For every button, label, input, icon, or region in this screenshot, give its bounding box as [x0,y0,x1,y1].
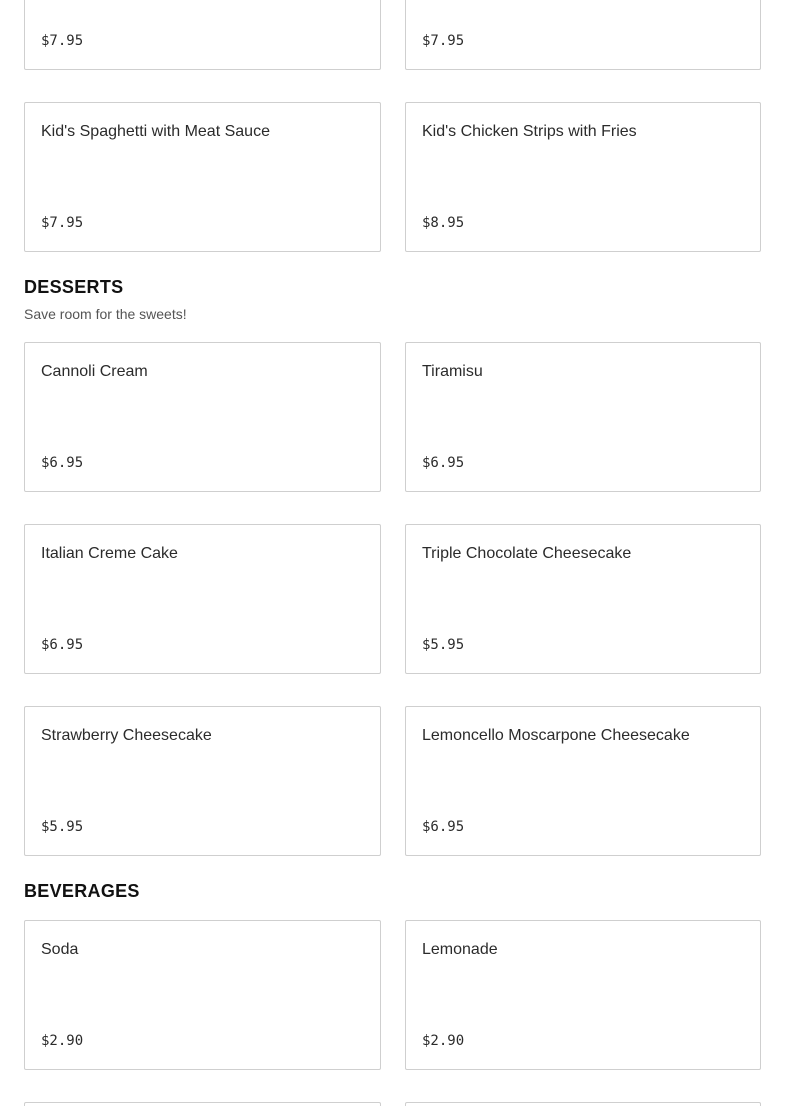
menu-item-name: Strawberry Cheesecake [41,727,212,744]
menu-item-price: $7.95 [41,33,84,49]
menu-item-card[interactable] [405,524,761,674]
section-title-beverages: BEVERAGES [24,881,140,901]
menu-item-card[interactable] [24,1102,381,1106]
menu-item-name: Kid's Spaghetti with Meat Sauce [41,123,270,140]
section-title-desserts: DESSERTS [24,277,124,297]
menu-item-price: $6.95 [41,637,84,653]
menu-item-name: Cannoli Cream [41,363,148,380]
menu-item-price: $5.95 [422,637,465,653]
menu-item-card[interactable] [24,342,381,492]
menu-item-name: Lemoncello Moscarpone Cheesecake [422,727,690,744]
menu-item-card[interactable] [24,706,381,856]
menu-item-price: $5.95 [41,819,84,835]
menu-item-card[interactable] [24,102,381,252]
menu-item-name: Lemonade [422,941,498,958]
menu-item-card[interactable] [405,1102,761,1106]
menu-item-card[interactable] [24,920,381,1070]
menu-item-name: Tiramisu [422,363,483,380]
menu-item-name: Soda [41,941,79,958]
menu-item-price: $6.95 [41,455,84,471]
section-description-desserts: Save room for the sweets! [24,306,187,322]
menu-item-price: $6.95 [422,819,465,835]
menu-item-price: $2.90 [41,1033,84,1049]
menu-item-name: Kid's Chicken Strips with Fries [422,123,637,140]
menu-item-price: $6.95 [422,455,465,471]
menu-item-name: Triple Chocolate Cheesecake [422,545,632,562]
menu-item-card[interactable] [24,0,381,70]
menu-item-card[interactable] [405,706,761,856]
menu-item-price: $7.95 [422,33,465,49]
menu-item-name: Italian Creme Cake [41,545,178,562]
menu-item-card[interactable] [405,920,761,1070]
menu-item-price: $7.95 [41,215,84,231]
menu-item-card[interactable] [405,102,761,252]
menu-item-card[interactable] [405,342,761,492]
menu-item-price: $2.90 [422,1033,465,1049]
menu-item-price: $8.95 [422,215,465,231]
menu-item-card[interactable] [405,0,761,70]
menu-item-card[interactable] [24,524,381,674]
